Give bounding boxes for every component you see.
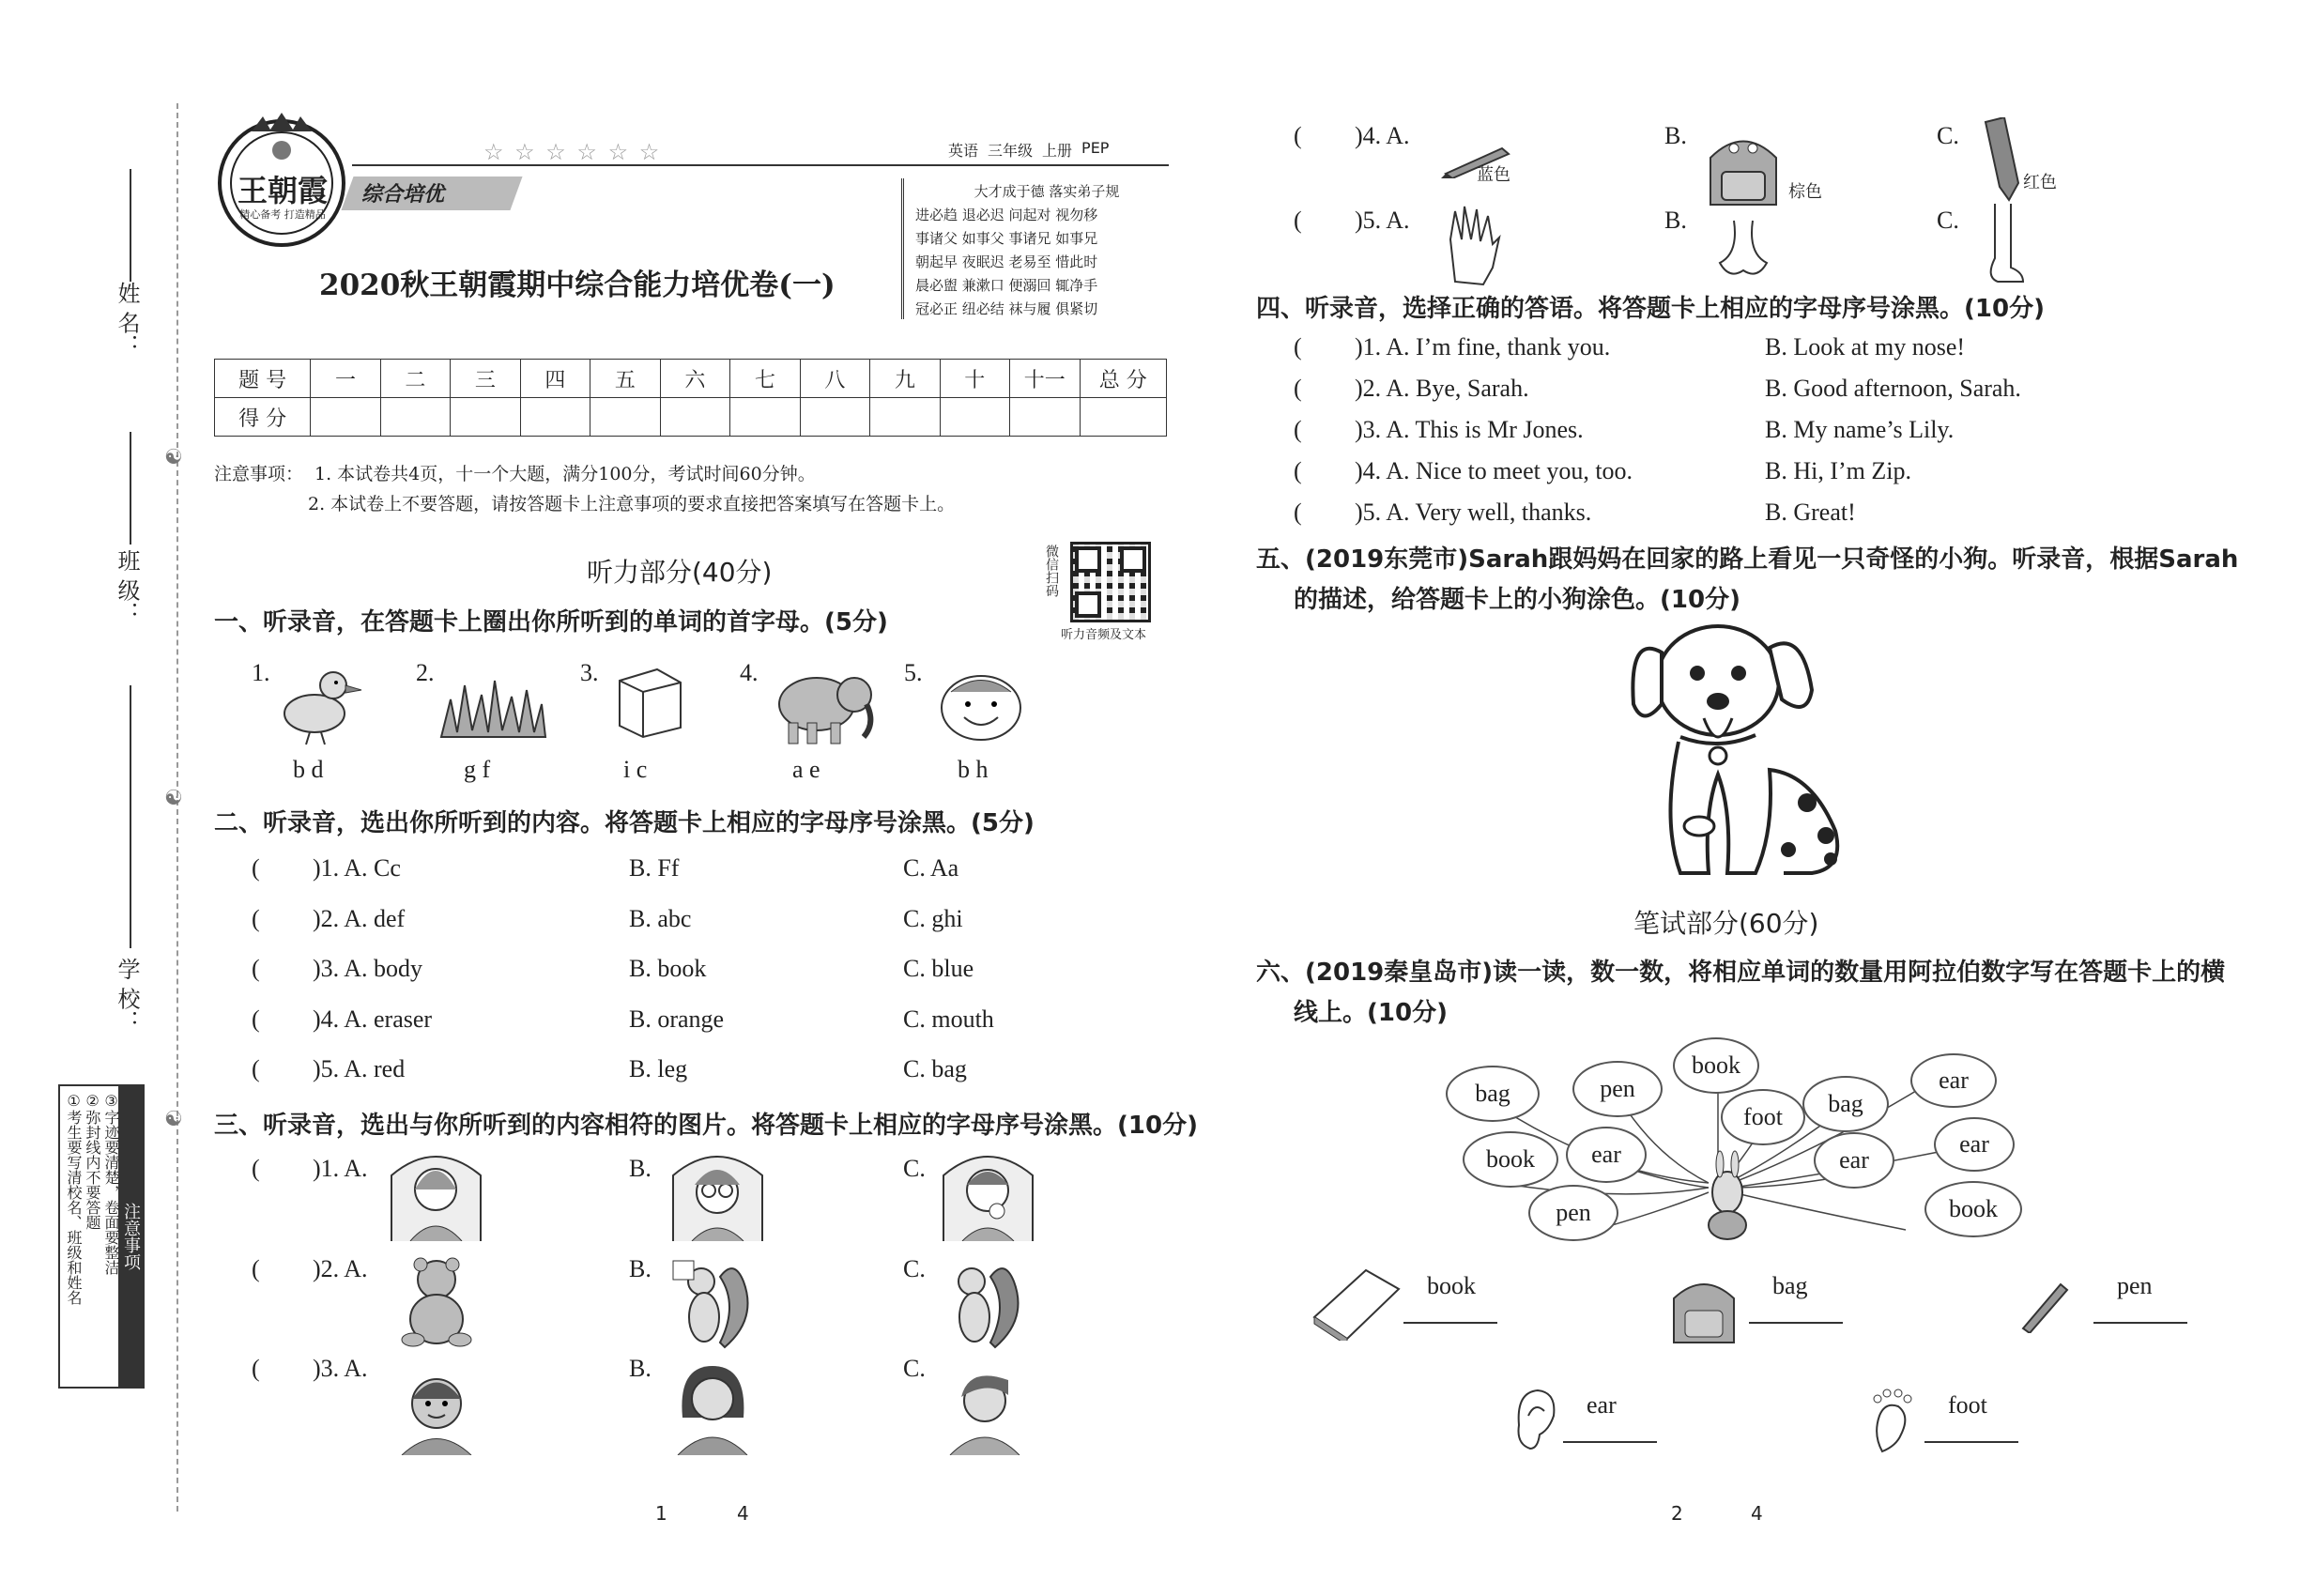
q2-option-a[interactable]: )5. A. red [313,1055,406,1082]
word-bubble: ear [1566,1127,1647,1183]
seal-mark-icon: ☯ [164,787,183,810]
color-label: 蓝色 [1477,165,1510,185]
score-col: 二 [380,360,450,398]
difficulty-stars: ☆ ☆ ☆ ☆ ☆ ☆ [483,139,662,165]
subject-tag: 三年级 [988,142,1034,160]
notice-box [58,1084,145,1389]
motto-row: 冠必正 纽必结 袜与履 俱紧切 [915,300,1098,317]
subject-tag: 上册 [1042,142,1073,160]
foot-icon [1868,1388,1920,1457]
q3-option-a[interactable]: )3. A. [313,1355,368,1382]
q4-option-b[interactable]: B. Great! [1765,499,1856,526]
color-label: 棕色 [1788,182,1822,202]
q1-num: 3. [580,659,599,686]
page-number: 2 [1671,1502,1683,1525]
q5-title-line2: 的描述，给答题卡上的小狗涂色。(10分) [1294,586,1740,614]
q3-option-b[interactable]: B. [629,1255,652,1282]
dog-outline-icon[interactable] [1615,615,1859,891]
squirrel-icon [668,1253,758,1356]
q1-title: 一、听录音，在答题卡上圈出你所听到的单词的首字母。(5分) [214,608,888,637]
q2-option-b[interactable]: B. abc [629,905,692,932]
q2-option-a[interactable]: )2. A. def [313,905,406,932]
q2-option-c[interactable]: C. ghi [903,905,963,932]
score-cell[interactable] [1080,398,1166,437]
q3-option-a[interactable]: )4. A. [1355,122,1410,149]
q2-title: 二、听录音，选出你所听到的内容。将答题卡上相应的字母序号涂黑。(5分) [214,809,1035,837]
q4-option-a[interactable]: )4. A. Nice to meet you, too. [1355,457,1633,484]
score-cell[interactable] [730,398,800,437]
word-bubble: book [1673,1037,1759,1094]
score-col: 六 [660,360,729,398]
word-bubble: foot [1721,1089,1805,1145]
q3-option-c[interactable]: C. [1937,122,1959,149]
page-number: 4 [737,1502,749,1525]
elephant-icon [765,662,878,750]
answer-blank[interactable] [1749,1322,1843,1324]
squirrel-icon [939,1253,1028,1356]
motto-block [915,180,1178,321]
q1-num: 4. [740,659,759,686]
q3-option-b[interactable]: B. [1664,207,1687,234]
duck-icon [272,662,366,750]
score-cell[interactable] [1010,398,1080,437]
q2-option-b[interactable]: B. Ff [629,854,680,882]
q4-option-b[interactable]: B. Hi, I’m Zip. [1765,457,1911,484]
word-bubble: pen [1572,1061,1663,1117]
ice-cube-icon [606,662,690,745]
q1-letters[interactable]: g f [464,756,491,783]
man-portrait-icon [941,1361,1030,1459]
score-cell[interactable] [590,398,660,437]
q2-option-b[interactable]: B. leg [629,1055,688,1082]
q2-option-a[interactable]: )3. A. body [313,955,422,982]
q4-option-a[interactable]: )2. A. Bye, Sarah. [1355,375,1529,402]
subject-tag: PEP [1081,139,1110,157]
schoolbag-icon [1701,120,1786,213]
qr-caption: 听力音频及文本 [1061,628,1147,642]
answer-bracket[interactable]: ( [1294,457,1302,484]
class-line [130,432,131,545]
q2-option-c[interactable]: C. bag [903,1055,967,1082]
score-col: 五 [590,360,660,398]
boy-portrait-icon [392,1366,482,1459]
notes-line: 2. 本试卷上不要答题，请按答题卡上注意事项的要求直接把答案填写在答题卡上。 [308,494,956,514]
score-cell[interactable] [451,398,520,437]
hand-icon [1441,202,1507,290]
answer-bracket[interactable]: ( [1294,416,1302,443]
answer-bracket[interactable]: ( [252,1005,260,1033]
q2-option-b[interactable]: B. orange [629,1005,725,1033]
motto-row: 事诸父 如事父 事诸兄 如事兄 [915,230,1098,247]
score-cell[interactable] [870,398,940,437]
q3-option-c[interactable]: C. [903,1155,926,1182]
q4-option-a[interactable]: )5. A. Very well, thanks. [1355,499,1592,526]
subject-tags [948,139,1109,161]
word-bubble: ear [1910,1053,1997,1108]
q3-option-b[interactable]: B. [1664,122,1687,149]
score-row-label: 得 分 [215,398,311,437]
q3-option-a[interactable]: )1. A. [313,1155,368,1182]
answer-bracket[interactable]: ( [252,905,260,932]
q3-option-b[interactable]: B. [629,1355,652,1382]
q4-option-b[interactable]: B. Look at my nose! [1765,333,1966,361]
word-bubble: book [1463,1131,1558,1188]
school-line [130,685,131,948]
notice-item: ③字迹要清楚，卷面要整洁 [102,1092,120,1275]
bear-icon [392,1253,482,1351]
subject-tag: 英语 [948,142,979,160]
word-bubble: ear [1934,1117,2015,1172]
logo-text: 王朝霞 [237,173,328,208]
name-label: 姓 名： [114,282,140,357]
listening-title: 听力部分(40分) [587,557,773,588]
answer-bracket[interactable]: ( [1294,207,1302,234]
word-bubble: bag [1446,1066,1540,1122]
q2-option-a[interactable]: )1. A. Cc [313,854,401,882]
q4-option-b[interactable]: B. Good afternoon, Sarah. [1765,375,2021,402]
q2-option-c[interactable]: C. Aa [903,854,959,882]
word-bubble: book [1924,1181,2022,1237]
score-cell[interactable] [800,398,869,437]
notice-title: 注意事项 [118,1086,143,1387]
q2-option-a[interactable]: )4. A. eraser [313,1005,433,1033]
brand-logo [214,113,350,249]
score-col: 七 [730,360,800,398]
answer-bracket[interactable]: ( [252,854,260,882]
q6-title-line2: 线上。(10分) [1294,999,1448,1027]
page-number: 1 [655,1502,667,1525]
score-col: 九 [870,360,940,398]
school-label: 学 校： [114,958,140,1033]
banner-text: 综合培优 [361,183,445,207]
qr-side-text: 微信扫码 [1044,545,1059,597]
answer-word: foot [1948,1391,1987,1419]
q4-title: 四、听录音，选择正确的答语。将答题卡上相应的字母序号涂黑。(10分) [1256,295,2045,323]
answer-blank[interactable] [2093,1322,2187,1324]
q3-option-a[interactable]: )5. A. [1355,207,1410,234]
q1-num: 5. [904,659,923,686]
motto-row: 朝起早 夜眠迟 老易至 惜此时 [915,253,1098,270]
seal-mark-icon: ☯ [164,446,183,469]
seal-mark-icon: ☯ [164,1108,183,1131]
color-label: 红色 [2023,173,2057,192]
logo-sub: 精心备考 打造精品 [239,208,326,221]
motto-row: 进必趋 退必迟 问起对 视勿移 [915,207,1098,223]
leg-icon [1981,202,2028,290]
q3-option-a[interactable]: )2. A. [313,1255,368,1282]
score-cell[interactable] [520,398,590,437]
answer-bracket[interactable]: ( [252,1055,260,1082]
notice-item: ①考生要写清校名、班级和姓名 [65,1092,83,1305]
answer-blank[interactable] [1563,1441,1657,1443]
schoolbag-icon [1666,1266,1741,1349]
answer-bracket[interactable]: ( [1294,499,1302,526]
q4-option-a[interactable]: )1. A. I’m fine, thank you. [1355,333,1611,361]
score-col: 十 [940,360,1009,398]
q6-title: 六、(2019秦皇岛市)读一读，数一数，将相应单词的数量用阿拉伯数字写在答题卡上的横 [1256,959,2226,987]
q4-option-b[interactable]: B. My name’s Lily. [1765,416,1955,443]
score-col: 三 [451,360,520,398]
name-line [130,169,131,282]
answer-word: bag [1772,1272,1808,1299]
score-col: 总 分 [1080,360,1166,398]
answer-bracket[interactable]: ( [252,955,260,982]
page-title: 2020秋王朝霞期中综合能力培优卷(一) [319,269,836,302]
answer-bracket[interactable]: ( [252,1155,260,1182]
q1-letters[interactable]: a e [792,756,820,783]
q3-option-b[interactable]: B. [629,1155,652,1182]
word-bubble: pen [1528,1185,1618,1241]
q1-letters[interactable]: i c [623,756,648,783]
score-cell[interactable] [380,398,450,437]
word-bubble: ear [1814,1132,1894,1189]
score-cell[interactable] [311,398,380,437]
woman-portrait-icon [668,1361,758,1459]
book-icon [1310,1266,1403,1344]
q4-option-a[interactable]: )3. A. This is Mr Jones. [1355,416,1584,443]
q3-option-c[interactable]: C. [903,1355,926,1382]
qr-code[interactable] [1070,542,1151,622]
boy-face-icon [934,668,1028,747]
pen-icon [2018,1277,2075,1337]
writing-title: 笔试部分(60分) [1633,908,1819,939]
score-cell[interactable] [940,398,1009,437]
girl-portrait-icon [387,1147,485,1245]
q1-num: 1. [252,659,270,686]
score-col: 一 [311,360,380,398]
motto-divider [901,178,904,319]
q3-option-c[interactable]: C. [1937,207,1959,234]
answer-blank[interactable] [1924,1441,2018,1443]
q2-option-c[interactable]: C. mouth [903,1005,994,1033]
q1-num: 2. [416,659,435,686]
answer-blank[interactable] [1403,1322,1497,1324]
class-label: 班 级： [114,549,140,624]
score-table [214,359,1167,437]
answer-bracket[interactable]: ( [1294,375,1302,402]
score-col: 八 [800,360,869,398]
answer-bracket[interactable]: ( [1294,333,1302,361]
notes-label: 注意事项： [214,464,304,484]
notice-item: ②弥封线内不要答题 [84,1092,101,1230]
answer-word: ear [1587,1391,1617,1419]
answer-bracket[interactable]: ( [252,1355,260,1382]
score-col: 四 [520,360,590,398]
score-row-label: 题 号 [215,360,311,398]
word-bubble: bag [1802,1076,1889,1132]
score-col: 十一 [1010,360,1080,398]
answer-bracket[interactable]: ( [1294,122,1302,149]
thinking-boy-icon [939,1147,1037,1245]
q5-title: 五、(2019东莞市)Sarah跟妈妈在回家的路上看见一只奇怪的小狗。听录音，根据Sarah [1256,545,2239,574]
answer-word: book [1427,1272,1476,1299]
glasses-girl-icon [668,1147,767,1245]
score-cell[interactable] [660,398,729,437]
q1-letters[interactable]: b h [958,756,989,783]
motto-row: 晨必盥 兼漱口 便溺回 辄净手 [915,277,1098,294]
q3-title: 三、听录音，选出与你所听到的内容相符的图片。将答题卡上相应的字母序号涂黑。(10分) [214,1112,1198,1140]
header-rule [352,164,1169,166]
crayon-icon [1976,117,2023,206]
answer-bracket[interactable]: ( [252,1255,260,1282]
motto-head: 大才成于德 落实弟子规 [974,183,1120,200]
q3-option-c[interactable]: C. [903,1255,926,1282]
answer-word: pen [2117,1272,2153,1299]
ear-icon [1511,1388,1558,1457]
page-number: 4 [1751,1502,1763,1525]
notes-line: 1. 本试卷共4页，十一个大题，满分100分，考试时间60分钟。 [314,464,816,484]
q1-letters[interactable]: b d [293,756,324,783]
q2-option-c[interactable]: C. blue [903,955,974,982]
grass-icon [437,667,549,745]
nose-icon [1710,216,1776,285]
q2-option-b[interactable]: B. book [629,955,707,982]
